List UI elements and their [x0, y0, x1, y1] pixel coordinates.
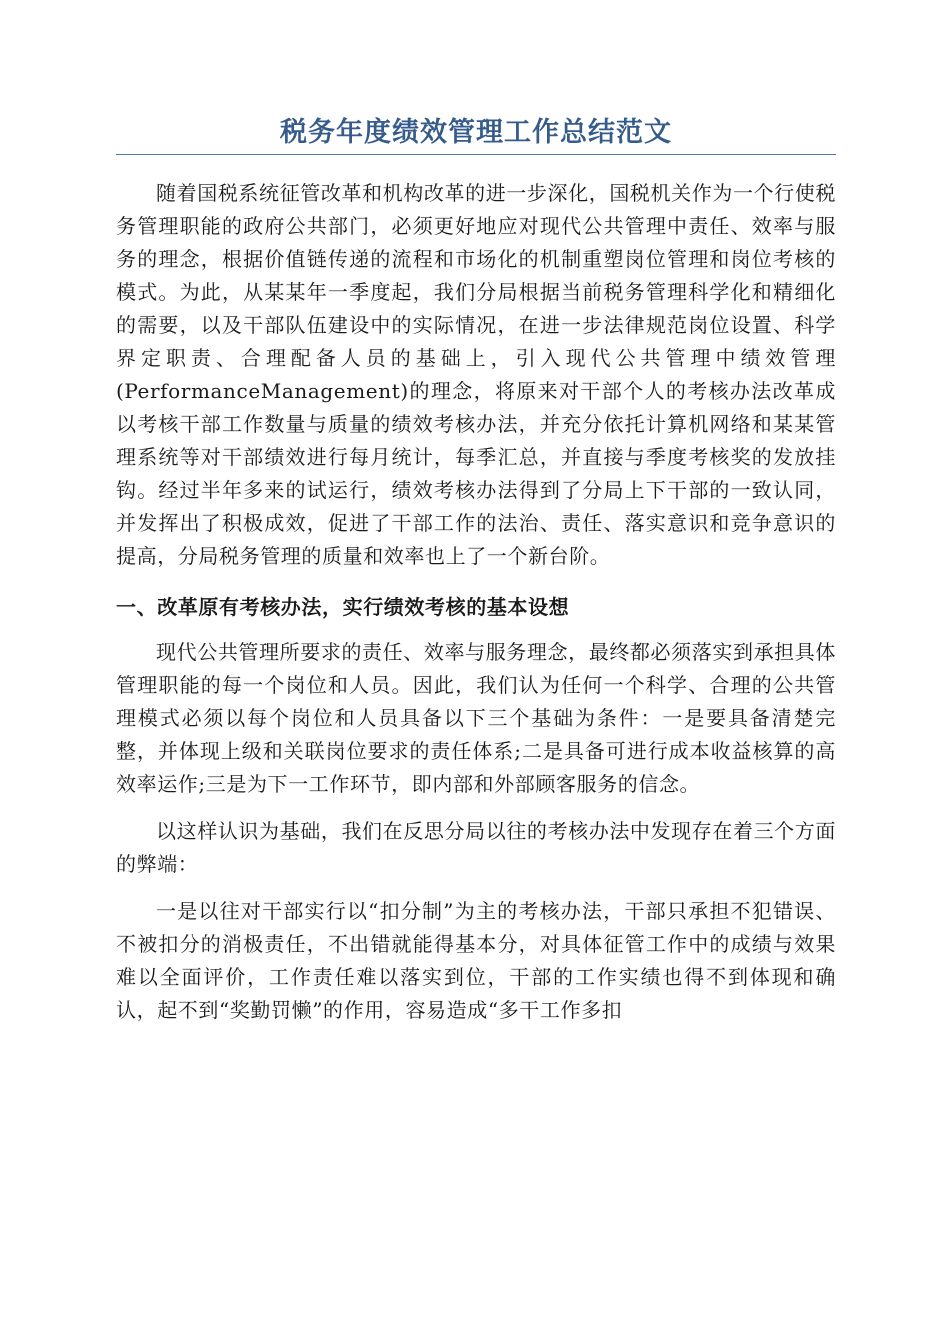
section-paragraph-1: 现代公共管理所要求的责任、效率与服务理念，最终都必须落实到承担具体管理职能的每一个岗位和人员。因此，我们认为任何一个科学、合理的公共管理模式必须以每个岗位和人员具备以下三个基础为条件：一是要具备清楚完整，并体现上级和关联岗位要求的责任体系;二是具备可进行成本收益核算的高效率运作;三是为下一工作环节，即内部和外部顾客服务的信念。 [116, 640, 836, 796]
document-page [116, 0, 836, 1027]
section-paragraph-2: 以这样认识为基础，我们在反思分局以往的考核办法中发现存在着三个方面的弊端： [116, 819, 836, 876]
document-title: 税务年度绩效管理工作总结范文 [116, 113, 836, 155]
section-paragraph-3: 一是以往对干部实行以“扣分制”为主的考核办法，干部只承担不犯错误、不被扣分的消极责任，不出错就能得基本分，对具体征管工作中的成绩与效果难以全面评价，工作责任难以落实到位，干部的工作实绩也得不到体现和确认，起不到“奖勤罚懒”的作用，容易造成“多干工作多扣 [116, 899, 836, 1022]
intro-paragraph: 随着国税系统征管改革和机构改革的进一步深化，国税机关作为一个行使税务管理职能的政府公共部门，必须更好地应对现代公共管理中责任、效率与服务的理念，根据价值链传递的流程和市场化的机制重塑岗位管理和岗位考核的模式。为此，从某某年一季度起，我们分局根据当前税务管理科学化和精细化的需要，以及干部队伍建设中的实际情况，在进一步法律规范岗位设置、科学界定职责、合理配备人员的基础上，引入现代公共管理中绩效管理(PerformanceManagement)的理念，将原来对干部个人的考核办法改革成以考核干部工作数量与质量的绩效考核办法，并充分依托计算机网络和某某管理系统等对干部绩效进行每月统计，每季汇总，并直接与季度考核奖的发放挂钩。经过半年多来的试运行，绩效考核办法得到了分局上下干部的一致认同，并发挥出了积极成效，促进了干部工作的法治、责任、落实意识和竞争意识的提高，分局税务管理的质量和效率也上了一个新台阶。 [116, 181, 836, 568]
section-heading: 一、改革原有考核办法，实行绩效考核的基本设想 [116, 595, 570, 619]
